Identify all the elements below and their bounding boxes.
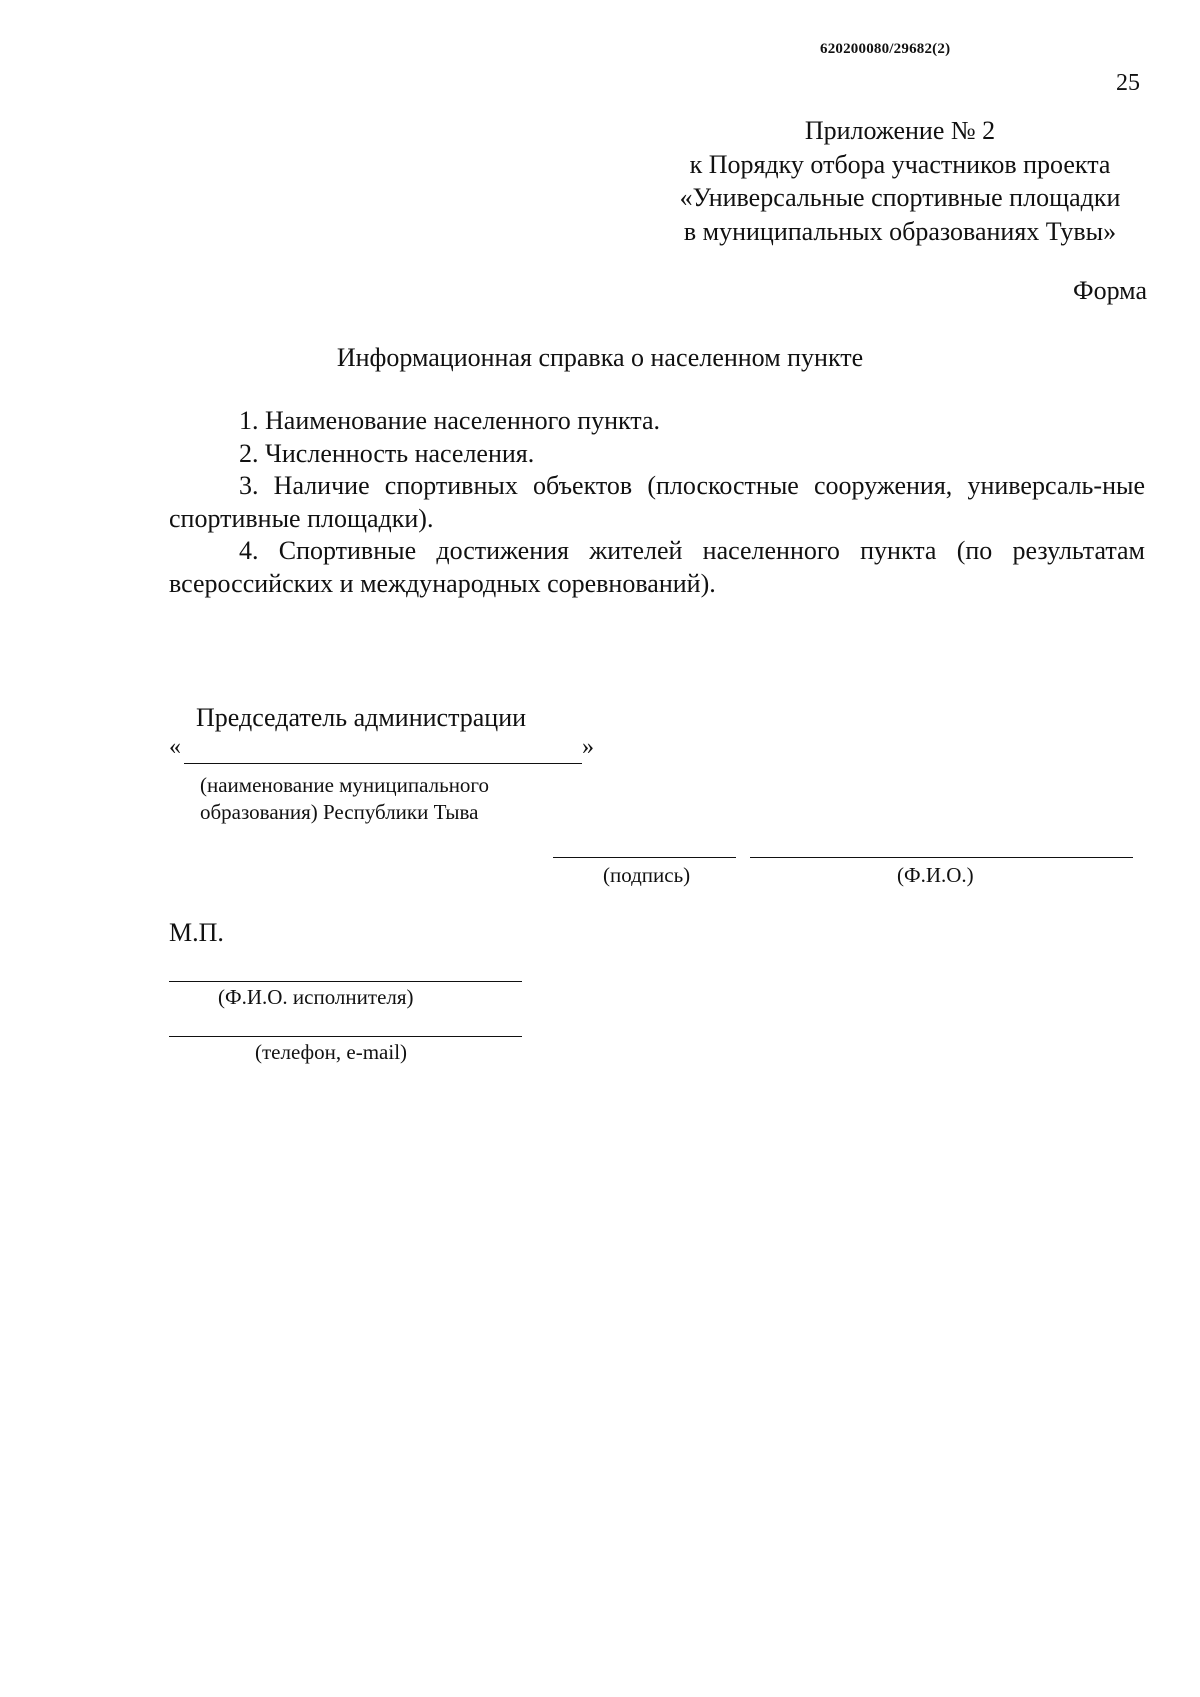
full-name-caption: (Ф.И.О.) <box>897 863 974 887</box>
signature-line <box>553 857 736 858</box>
appendix-line: «Универсальные спортивные площадки <box>679 183 1121 212</box>
appendix-line: к Порядку отбора участников проекта <box>689 149 1111 179</box>
quote-open: « <box>169 734 181 760</box>
executor-contact-line <box>169 1036 522 1037</box>
note-line: (наименование муниципального <box>200 773 490 797</box>
municipality-note <box>200 772 489 826</box>
note-line: образования) Республики Тыва <box>200 800 479 824</box>
list-item: 3. Наличие спортивных объектов (плоскостные сооружения, универсаль-ные спортивные площадки). <box>169 471 1145 533</box>
executor-contact-caption: (телефон, e-mail) <box>255 1040 408 1064</box>
quote-close: » <box>582 734 594 760</box>
list-item: 4. Спортивные достижения жителей населенного пункта (по результатам всероссийских и международных соревнований). <box>169 536 1145 598</box>
appendix-line: в муниципальных образованиях Тувы» <box>683 216 1117 246</box>
signer-position: Председатель администрации <box>196 703 527 732</box>
page-number: 25 <box>1116 70 1140 96</box>
list-item: 1. Наименование населенного пункта. <box>239 406 661 435</box>
signature-caption: (подпись) <box>603 863 691 887</box>
executor-name-line <box>169 981 522 982</box>
appendix-heading <box>640 114 1160 248</box>
list-item: 2. Численность населения. <box>239 438 535 468</box>
appendix-line: Приложение № 2 <box>804 116 996 145</box>
form-label: Форма <box>1073 276 1147 305</box>
full-name-line <box>750 857 1133 858</box>
document-title: Информационная справка о населенном пункте <box>336 343 864 372</box>
document-number: 620200080/29682(2) <box>820 41 951 57</box>
executor-name-caption: (Ф.И.О. исполнителя) <box>218 985 414 1009</box>
stamp-label: М.П. <box>169 918 224 947</box>
items-list <box>169 405 1145 600</box>
municipality-name-line <box>184 763 582 764</box>
